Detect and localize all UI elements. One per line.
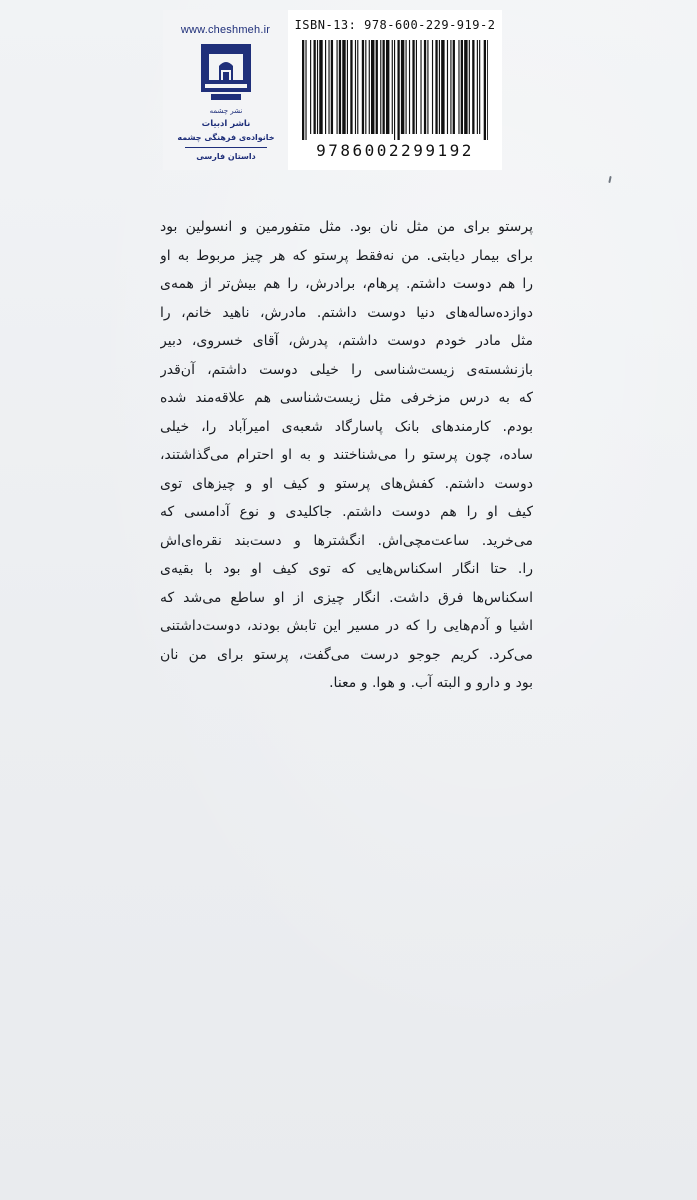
barcode-bar — [435, 40, 437, 134]
barcode-bar — [477, 40, 478, 134]
barcode-bar — [350, 40, 352, 134]
isbn-label: ISBN-13: 978-600-229-919-2 — [294, 18, 496, 32]
barcode-bar — [371, 40, 374, 134]
barcode-bar — [347, 40, 348, 134]
publisher-name: ناشر ادبیات — [201, 119, 251, 129]
barcode-bar — [432, 40, 433, 134]
blurb-line: مثل مادر خودم دوست داشتم، پدرش، آقای خسروی، دبیر — [160, 333, 533, 349]
barcode-panel — [288, 10, 502, 170]
blurb-line: دوازده‌ساله‌های دنیا دوست داشتم. مادرش، ناهید خانم، را — [160, 304, 533, 321]
barcode-bar — [487, 40, 488, 140]
blurb-line: دوست داشتم. کفش‌های پرستو و کیف او و چیزهای توی — [160, 475, 533, 492]
blurb-line: می‌خرید. ساعت‌مچی‌اش. انگشترها و دست‌بند نقره‌ای‌اش — [160, 532, 533, 549]
barcode-bar — [450, 40, 451, 134]
barcode-bar — [339, 40, 341, 134]
publisher-small-label: نشر چشمه — [209, 107, 243, 115]
barcode-bar — [317, 40, 318, 134]
barcode-bar — [461, 40, 463, 134]
barcode-bar — [412, 40, 414, 134]
barcode-digits: 9786002299192 — [316, 141, 474, 160]
blurb-line: بودم. کارمندهای بانک پاسارگاد شعبه‌ی امیرآباد را، خیلی — [160, 418, 533, 435]
barcode-bar — [314, 40, 316, 134]
barcode-bar — [310, 40, 311, 134]
barcode-bar — [484, 40, 486, 140]
blurb-line: پرستو برای من مثل نان بود. مثل متفورمین و انسولین بود — [160, 219, 533, 235]
barcode-bar — [424, 40, 426, 134]
blurb-line: بود و دارو و البته آب. و هوا. و معنا. — [329, 675, 533, 691]
blurb-line: که به درس مزخرفی مثل زیست‌شناسی هم علاقه‌مند شده — [160, 390, 533, 406]
barcode-bar — [305, 40, 306, 140]
barcode-bar — [355, 40, 356, 134]
barcode-bar — [392, 40, 393, 134]
barcode-bar — [319, 40, 322, 134]
blurb-line: کیف او را هم دوست داشتم. جاکلیدی و نوع آدامسی که — [160, 504, 533, 520]
barcode-bar — [409, 40, 410, 134]
barcode-bar — [337, 40, 338, 134]
barcode-bar — [331, 40, 333, 134]
publisher-genre: داستان فارسی — [196, 152, 256, 161]
cheshmeh-logo-icon — [197, 40, 255, 104]
publisher-block — [163, 10, 289, 170]
barcode-bar — [380, 40, 381, 134]
blurb-line: اشیا و آدم‌هایی را که در مسیر این تابش بودند، دوست‌داشتنی — [160, 618, 533, 634]
barcode-bar — [427, 40, 428, 134]
blurb-line: می‌کرد. کریم جوجو درست می‌گفت، پرستو برای من نان — [160, 646, 533, 663]
barcode-bar — [342, 40, 345, 134]
barcode-bar — [394, 40, 395, 140]
barcode-icon — [302, 40, 488, 140]
barcode-bar — [420, 40, 421, 134]
barcode-bar — [376, 40, 378, 134]
barcode-bar — [458, 40, 459, 134]
barcode-bar — [472, 40, 474, 134]
barcode-bar — [302, 40, 304, 140]
barcode-bar — [401, 40, 404, 134]
barcode-bar — [406, 40, 407, 134]
barcode-bar — [362, 40, 364, 134]
blurb-line: را هم دوست داشتم. پرهام، برادرش، را هم بیش‌تر از همه‌ی — [160, 276, 533, 292]
barcode-bar — [383, 40, 385, 134]
blurb-line: اسکناس‌ها فرق داشت. انگار چیزی از او ساطع می‌شد که — [160, 589, 533, 606]
barcode-bar — [441, 40, 444, 134]
barcode-bar — [479, 40, 480, 134]
blurb-line: بازنشسته‌ی زیست‌شناسی را خیلی دوست داشتم، آن‌قدر — [160, 361, 533, 378]
barcode-bar — [328, 40, 329, 134]
blurb-line: برای بیمار دیابتی. من نه‌فقط پرستو که هر چیز مربوط به او — [160, 247, 533, 264]
publisher-divider — [185, 147, 267, 148]
barcode-bar — [369, 40, 370, 134]
barcode-bar — [464, 40, 467, 134]
barcode-bar — [439, 40, 440, 134]
back-cover-blurb — [160, 213, 533, 698]
blurb-line: ساده، چون پرستو را می‌شناختند و به او احترام می‌گذاشتند، — [160, 447, 533, 463]
barcode-bar — [453, 40, 455, 134]
barcode-bar — [397, 40, 399, 140]
publisher-url[interactable]: www.cheshmeh.ir — [180, 24, 271, 36]
blurb-line: را. حتا انگار اسکناس‌هایی که توی کیف او بود با بقیه‌ی — [160, 561, 533, 577]
paper-speck — [608, 176, 611, 183]
barcode-bar — [365, 40, 366, 134]
barcode-bar — [447, 40, 448, 134]
barcode-bar — [469, 40, 470, 134]
barcode-bar — [325, 40, 326, 134]
publisher-family: خانواده‌ی فرهنگی چشمه — [177, 133, 275, 142]
barcode-bar — [357, 40, 358, 134]
barcode-bar — [386, 40, 389, 134]
barcode-bar — [416, 40, 417, 134]
